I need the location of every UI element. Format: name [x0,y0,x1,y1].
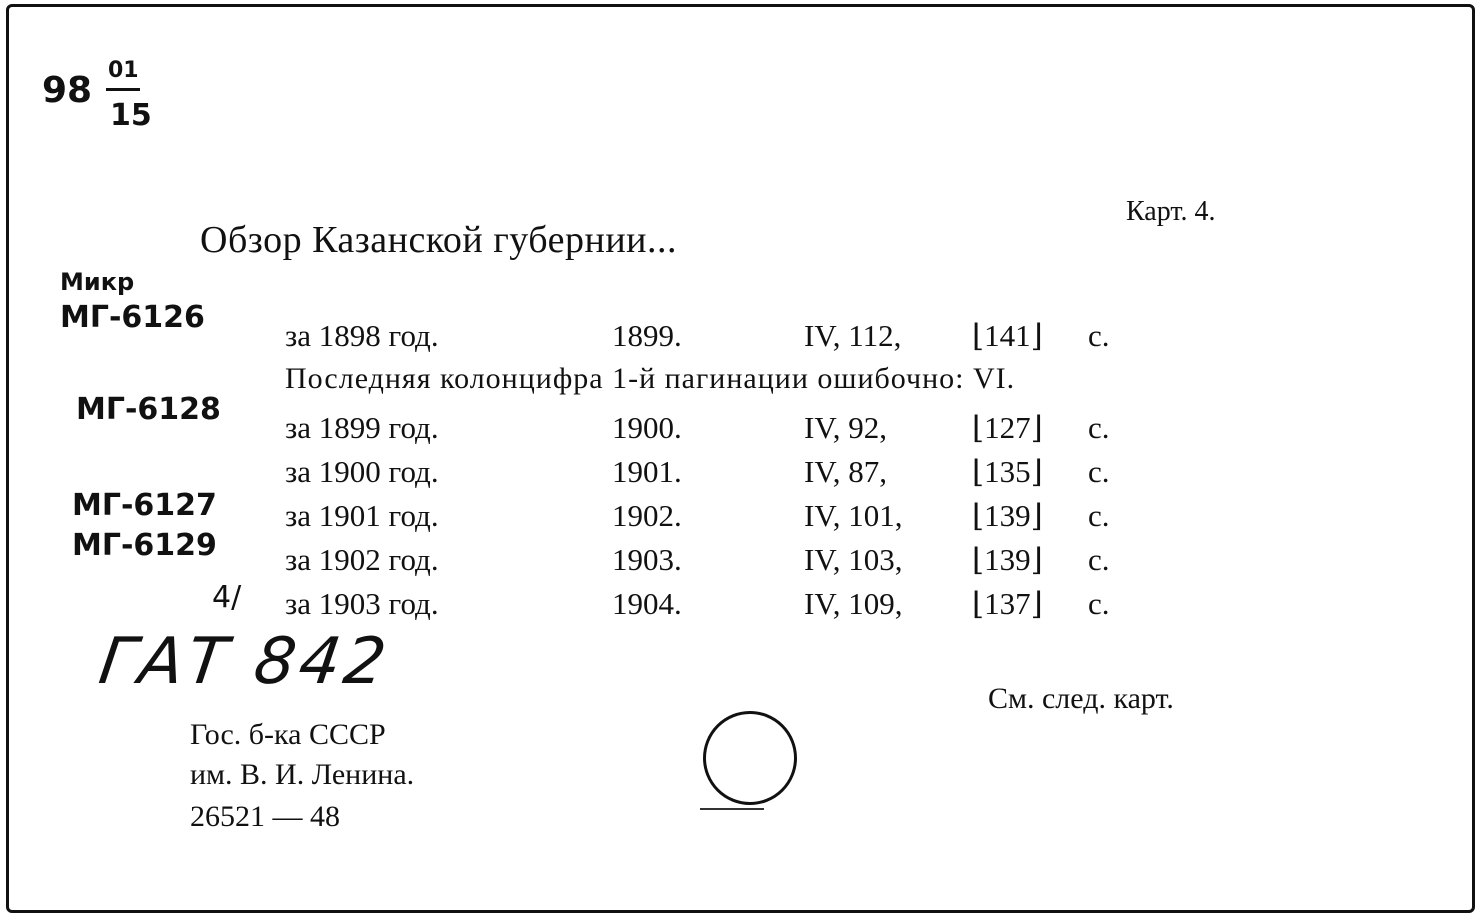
entry-row [0,410,1481,450]
entry-s: с. [1088,542,1110,577]
entry-volume: IV, 103, [804,542,903,577]
entry-row [0,498,1481,538]
entry-year: за 1899 год. [285,410,439,445]
entry-pages: ⌊139⌋ [972,498,1043,533]
entry-s: с. [1088,586,1110,621]
entry-volume: IV, 87, [804,454,887,489]
entry-pub-year: 1900. [612,410,682,445]
shelfmark-main: 98 [42,70,93,111]
card-number: Карт. 4. [1126,196,1216,227]
entry-year: за 1898 год. [285,318,439,353]
pagination-note: Последняя колонцифра 1-й пагинации ошибочно: VI. [285,362,1016,395]
card-title: Обзор Казанской губернии... [200,219,678,261]
entry-year: за 1900 год. [285,454,439,489]
entry-row [0,454,1481,494]
entry-pub-year: 1899. [612,318,682,353]
entry-row [0,318,1481,358]
entry-year: за 1901 год. [285,498,439,533]
handwritten-gat-mark: ГАТ 842 [94,625,395,699]
entry-volume: IV, 109, [804,586,903,621]
microfilm-code-4: МГ-6129 [72,528,217,563]
entry-pub-year: 1901. [612,454,682,489]
entry-pages: ⌊135⌋ [972,454,1043,489]
library-line-2: им. В. И. Ленина. [190,758,415,791]
entry-year: за 1902 год. [285,542,439,577]
entry-pages: ⌊139⌋ [972,542,1043,577]
microfilm-code-2: МГ-6128 [76,392,221,427]
entry-s: с. [1088,454,1110,489]
microfilm-code-3: МГ-6127 [72,488,217,523]
entry-s: с. [1088,498,1110,533]
entry-volume: IV, 112, [804,318,902,353]
entry-s: с. [1088,318,1110,353]
punch-hole-mark [700,808,764,810]
entry-pub-year: 1902. [612,498,682,533]
entry-pub-year: 1904. [612,586,682,621]
see-next-card: См. след. карт. [988,682,1174,715]
shelfmark-fraction-bar [106,88,140,91]
handwritten-row-mark: 4/ [212,580,242,615]
entry-row [0,542,1481,582]
entry-pub-year: 1903. [612,542,682,577]
punch-hole [703,711,797,805]
entry-pages: ⌊127⌋ [972,410,1043,445]
entry-pages: ⌊141⌋ [972,318,1043,353]
entry-year: за 1903 год. [285,586,439,621]
entry-s: с. [1088,410,1110,445]
entry-volume: IV, 101, [804,498,903,533]
library-line-3: 26521 — 48 [190,800,340,833]
shelfmark-denominator: 15 [110,98,152,133]
microfilm-code-1: МГ-6126 [60,300,205,335]
mikr-label: Микр [60,268,135,296]
shelfmark-numerator: 01 [108,58,139,83]
entry-pages: ⌊137⌋ [972,586,1043,621]
entry-volume: IV, 92, [804,410,887,445]
library-line-1: Гос. б-ка СССР [190,718,386,751]
